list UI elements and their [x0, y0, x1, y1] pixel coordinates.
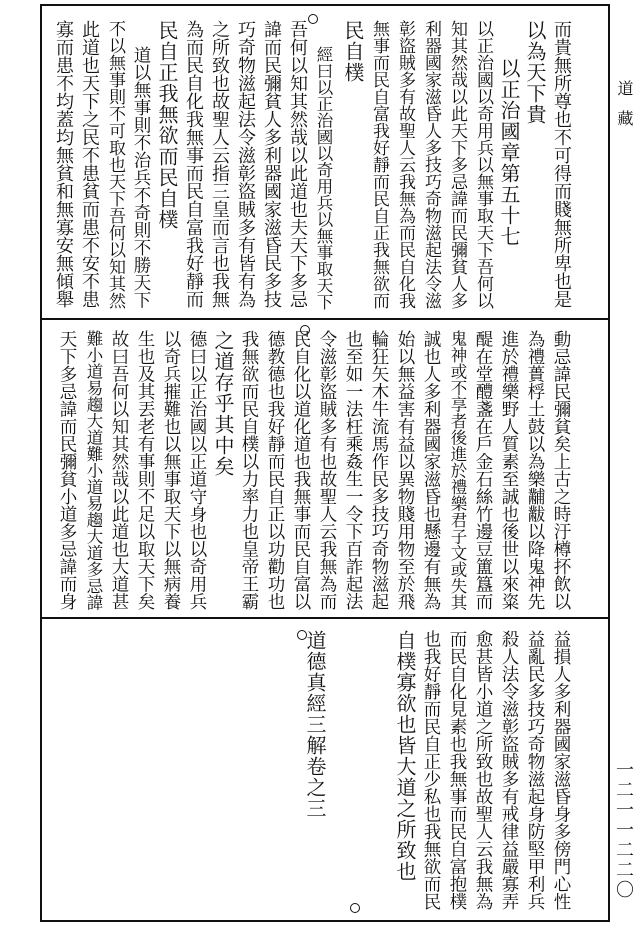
text-column: 故曰吾何以知其然哉以此道也大道甚 — [109, 330, 129, 610]
chapter-heading: 以正治國章第五十七 — [497, 58, 521, 247]
text-column: 生也及其丟老有事則不足以取天下矣 — [135, 330, 155, 610]
text-column: 民自樸 — [341, 20, 365, 83]
section-divider-top — [40, 318, 610, 320]
text-column: 之所致也故聖人云指三皇而言也我無 — [209, 20, 230, 308]
text-column: 知其然哉以此天下多忌諱而民彌貧人多 — [447, 20, 467, 309]
text-column: 我無欲而民自樸以力率力也皇帝王霸 — [239, 330, 259, 610]
text-column: 以正治國以奇用兵以無事取天下吾何以 — [473, 20, 493, 309]
text-column: 進於禮樂野人質素至誠也後世以來粢 — [499, 330, 519, 610]
text-column: 也至如一法枉乘姦生一令下百詐起法 — [343, 330, 363, 610]
text-column: 動忌諱民彌貧矣上古之時汙樽抔飲以 — [551, 330, 571, 610]
text-column: 經曰以正治國以奇用兵以無事取天下 — [314, 46, 333, 310]
text-column: 彰盜賊多有故聖人云我無為而民自化我 — [395, 20, 415, 309]
text-column: 德教德也我好靜而民自正以功勸功也 — [265, 330, 285, 610]
text-column: 而貴無所尊也不可得而賤無所卑也是 — [551, 20, 572, 308]
text-column: 令滋彰盜賊多有也故聖人云我無為而 — [317, 330, 337, 610]
text-column: 難小道易趨大道難小道易趨大道多忌諱 — [84, 330, 103, 611]
text-column: 寡而患不均蓋均無貧和無寡安無傾舉 — [53, 20, 74, 308]
text-column: 天下多忌諱而民彌貧小道多忌諱而身 — [57, 330, 77, 610]
text-column: 以為天下貴 — [523, 20, 547, 125]
text-column: 民自化以道化道也我無事而民自富以 — [291, 330, 311, 610]
text-column: 利器國家滋昏人多技巧奇物滋起法令滋 — [421, 20, 441, 309]
text-column: 為而民自化我無事而民自富我好靜而 — [183, 20, 204, 308]
text-column: 吾何以知其然哉以此道也夫天下多忌 — [287, 20, 308, 308]
text-column: 始以無益害有益以異物賤用物至於飛 — [395, 330, 415, 610]
text-column: 以奇兵摧難也以無事取天下以無病養 — [161, 330, 181, 610]
text-column: 之道存乎其中矣 — [211, 330, 235, 477]
binding-hole-mark — [350, 903, 360, 913]
text-column: 益亂民多技巧奇物滋起身防堅甲利兵 — [525, 630, 545, 910]
text-column: 不以無事則不可取也天下吾何以知其然 — [105, 20, 125, 309]
text-column: 民自正我無欲而民自樸 — [155, 20, 179, 230]
section-divider-bottom — [40, 617, 610, 619]
text-column: 諱而民彌貧人多利器國家滋昏民多技 — [261, 20, 282, 308]
text-column: 愈甚皆小道之所致也故聖人云我無為 — [473, 630, 493, 910]
text-column: 殺人法令滋彰盜賊多有戒律益嚴寡弄 — [499, 630, 519, 910]
margin-page-number: 一二一一二二〇 — [613, 760, 634, 900]
text-column: 輪狂矢木牛流馬作民多技巧奇物滋起 — [369, 330, 389, 610]
text-column: 德曰以正治國以正道守身也以奇用兵 — [187, 330, 207, 610]
text-column: 無事而民自富我好靜而民自正我無欲而 — [369, 20, 389, 309]
text-column: 自樸寡欲也皆大道之所致也 — [393, 630, 417, 882]
text-column: 鬼神或不享者後進於禮樂君子文或失其 — [448, 330, 467, 611]
text-column: 道以無事則不治兵不奇則不勝天下 — [131, 46, 151, 309]
text-column: 也我好靜而民自正少私也我無欲而民 — [421, 630, 441, 910]
text-column: 巧奇物滋起法令滋彰盜賊多有皆有為 — [235, 20, 256, 308]
text-column: 誠也人多利器國家滋昏也懸邊有無為 — [421, 330, 441, 610]
margin-canon-title: 道藏 — [615, 80, 634, 140]
text-column: 益損人多利器國家滋昏身多傍門心性 — [551, 630, 571, 910]
text-column: 醍在堂醴盞在戶金石絲竹邊豆簠簋而 — [473, 330, 493, 610]
text-column: 為禮蕢桴土鼓以為樂黼黻以降鬼神先 — [525, 330, 545, 610]
closing-title: 道德真經三解卷之三 — [303, 630, 327, 819]
text-column: 此道也天下之民不患貧而患不安不患 — [79, 20, 100, 308]
text-column: 而民自化見素也我無事而民自富抱樸 — [447, 630, 467, 910]
